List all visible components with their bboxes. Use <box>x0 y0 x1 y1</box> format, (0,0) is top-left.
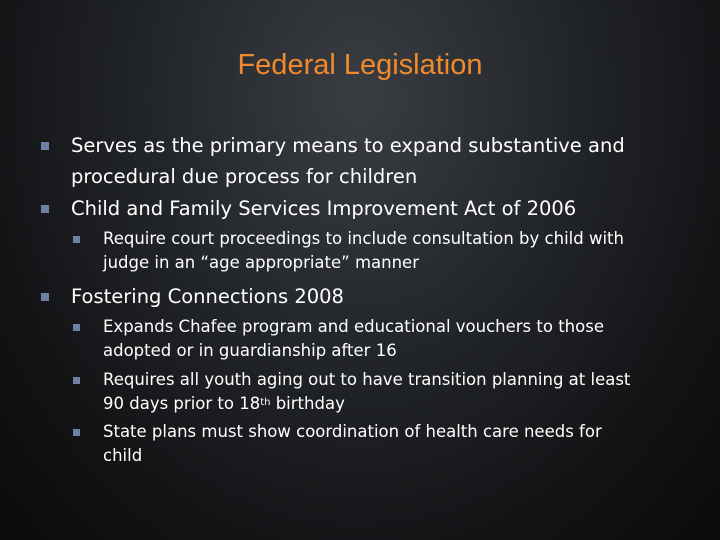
bullet-line: Expands Chafee program and educational vouchers to those <box>103 317 604 336</box>
sub-bullet-square-icon <box>73 236 80 243</box>
bullet-line: procedural due process for children <box>71 165 418 188</box>
bullet-text <box>71 130 625 192</box>
bullet-line: judge in an “age appropriate” manner <box>103 253 419 272</box>
bullet-line: Fostering Connections 2008 <box>71 285 344 308</box>
bullet-line: child <box>103 446 143 465</box>
bullet-square-icon <box>41 142 49 150</box>
bullet-line: Requires all youth aging out to have transition planning at least <box>103 370 631 389</box>
sub-bullet-square-icon <box>73 377 80 384</box>
sub-bullet-square-icon <box>73 324 80 331</box>
ordinal-suffix: th <box>260 397 271 408</box>
sub-bullet-text <box>103 368 630 416</box>
slide-title: Federal Legislation <box>237 49 483 81</box>
bullet-line: Require court proceedings to include consultation by child with <box>103 229 624 248</box>
bullet-line-part: 90 days prior to 18 <box>103 394 261 413</box>
bullet-line-part: birthday <box>270 394 345 413</box>
sub-bullet-text <box>103 315 604 363</box>
bullet-text <box>71 193 576 224</box>
sub-bullet-text <box>103 420 602 468</box>
sub-bullet-text <box>103 227 624 275</box>
bullet-line: Child and Family Services Improvement Act of 2006 <box>71 197 577 220</box>
bullet-text <box>71 281 344 312</box>
sub-bullet-square-icon <box>73 429 80 436</box>
bullet-line <box>103 392 630 416</box>
bullet-line: adopted or in guardianship after 16 <box>103 341 397 360</box>
bullet-line: Serves as the primary means to expand substantive and <box>71 134 625 157</box>
bullet-square-icon <box>41 293 49 301</box>
bullet-line: State plans must show coordination of health care needs for <box>103 422 602 441</box>
bullet-square-icon <box>41 205 49 213</box>
